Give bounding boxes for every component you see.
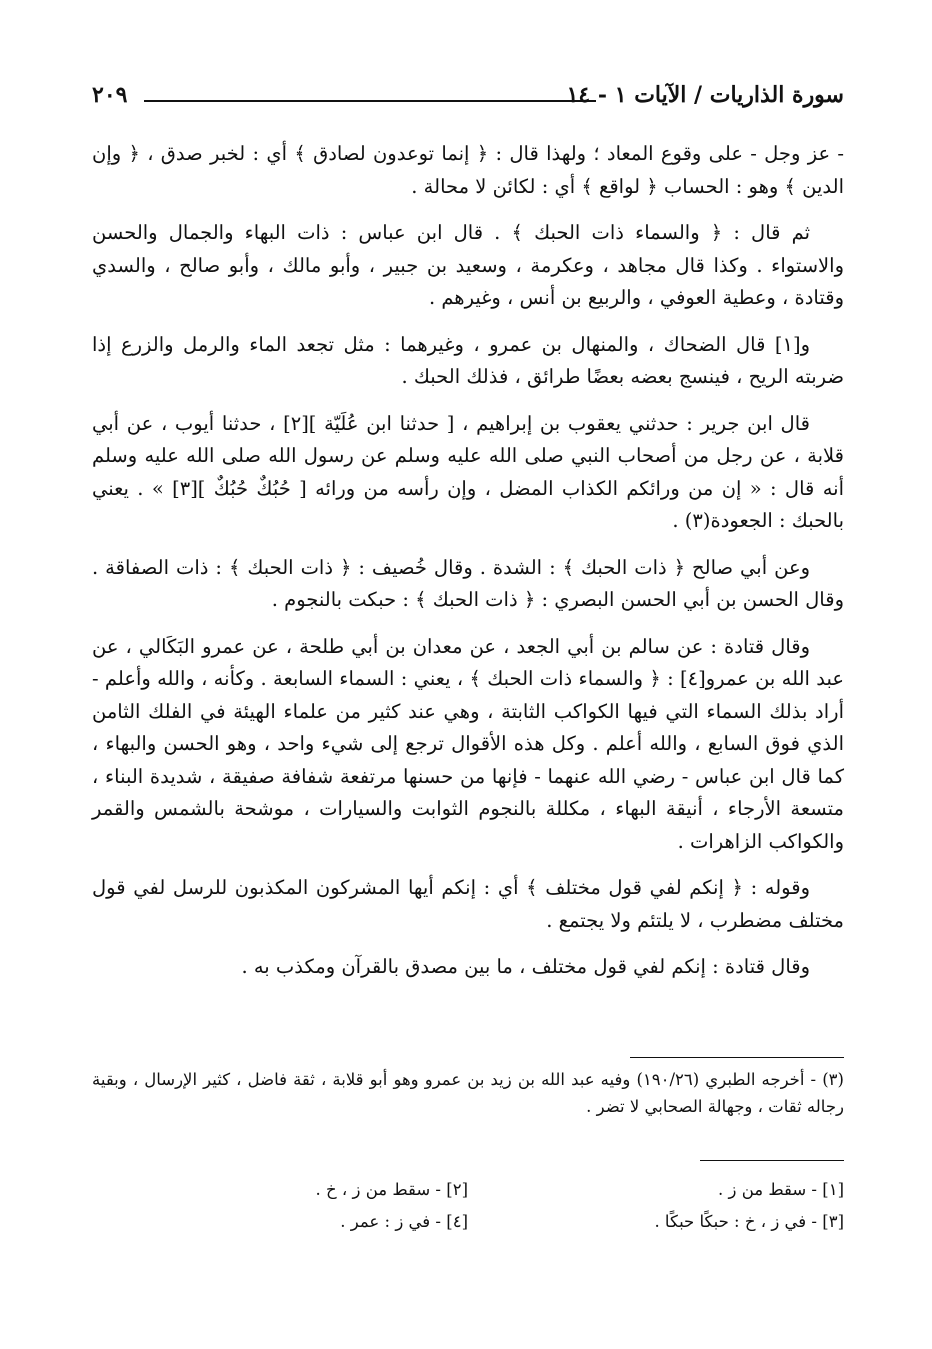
- paragraph-2: ثم قال : ﴿ والسماء ذات الحبك ﴾ . قال ابن عباس : ذات البهاء والجمال والحسن والاستواء . وكذا قال مجاهد ، وعكرمة ، وسعيد بن جبير ، وأبو مالك ، وأبو صالح ، والسدي وقتادة ، وعطية العوفي ، والربيع بن أنس ، وغيرهم .: [92, 221, 844, 309]
- variant-3: [٣] - في ز ، خ : حبكًا حبكًا .: [654, 1212, 844, 1231]
- paragraph-7: وقوله : ﴿ إنكم لفي قول مختلف ﴾ أي : إنكم أيها المشركون المكذبون للرسل لفي قول مختلف مضطرب ، لا يلتئم ولا يجتمع .: [92, 876, 844, 932]
- paragraph-6: وقال قتادة : عن سالم بن أبي الجعد ، عن معدان بن أبي طلحة ، عن عمرو البَكَالي ، عن عبد الله بن عمرو[٤] : ﴿ والسماء ذات الحبك ﴾ ، يعني : السماء السابعة . وكأنه ، والله وأعلم - أراد بذلك السماء التي فيها الكواكب الثابتة ، وهي عند كثير من علماء الهيئة في الفلك الثامن الذي فوق السابع ، والله أعلم . وكل هذه الأقوال ترجع إلى شيء واحد ، وهو الحسن والبهاء ، كما قال ابن عباس - رضي الله عنهما - فإنها من حسنها مرتفعة شفافة صفيقة ، شديدة البناء ، متسعة الأرجاء ، أنيقة البهاء ، مكللة بالنجوم الثوابت والسيارات ، موشحة بالشمس والقمر والكواكب الزاهرات .: [92, 634, 844, 853]
- paragraph-4: قال ابن جرير : حدثني يعقوب بن إبراهيم ، [ حدثنا ابن عُلَيّة ][٢] ، حدثنا أيوب ، عن أبي قلابة ، عن رجل من أصحاب النبي صلى الله عليه وسلم عن رسول الله صلى الله عليه وسلم أنه قال : « إن من ورائكم الكذاب المضل ، وإن رأسه من ورائه [ حُبُكٌ حُبُكٌ ][٣] » . يعني بالحبك : الجعودة(٣) .: [92, 411, 844, 532]
- variants-row-2: [92, 1206, 844, 1238]
- paragraph-3: و[١] قال الضحاك ، والمنهال بن عمرو ، وغيرهما : مثل تجعد الماء والرمل والزرع إذا ضربته الريح ، فينسج بعضه بعضًا طرائق ، فذلك الحبك .: [92, 332, 844, 388]
- footnote-3: (٣) - أخرجه الطبري (١٩٠/٢٦) وفيه عبد الله بن زيد بن عمرو وهو أبو قلابة ، ثقة فاضل ، كثير الإرسال ، وبقية رجاله ثقات ، وجهالة الصحابي لا تضر .: [92, 1070, 844, 1116]
- page-number: ٢٠٩: [92, 82, 128, 108]
- footnote-section: [92, 1066, 844, 1120]
- variant-2: [٢] - سقط من ز ، خ .: [315, 1180, 468, 1199]
- paragraph-5: وعن أبي صالح ﴿ ذات الحبك ﴾ : الشدة . وقال خُصيف : ﴿ ذات الحبك ﴾ : ذات الصفاقة . وقال الحسن بن أبي الحسن البصري : ﴿ ذات الحبك ﴾ : حبكت بالنجوم .: [92, 555, 844, 611]
- variants-row-1: [92, 1174, 844, 1206]
- running-title: سورة الذاريات / الآيات ١ - ١٤: [566, 82, 844, 108]
- page-header: [92, 78, 844, 118]
- variants-rule: [700, 1160, 844, 1161]
- main-text: [92, 138, 844, 998]
- footnote-rule: [630, 1057, 844, 1058]
- variant-1: [١] - سقط من ز .: [718, 1180, 844, 1199]
- header-rule: [144, 100, 596, 102]
- paragraph-1: - عز وجل - على وقوع المعاد ؛ ولهذا قال : ﴿ إنما توعدون لصادق ﴾ أي : لخبر صدق ، ﴿ وإن الدين ﴾ وهو : الحساب ﴿ لواقع ﴾ أي : لكائن لا محالة .: [92, 142, 844, 198]
- manuscript-variants: [92, 1174, 844, 1238]
- paragraph-8: وقال قتادة : إنكم لفي قول مختلف ، ما بين مصدق بالقرآن ومكذب به .: [241, 955, 810, 978]
- variant-4: [٤] - في ز : عمر .: [340, 1212, 468, 1231]
